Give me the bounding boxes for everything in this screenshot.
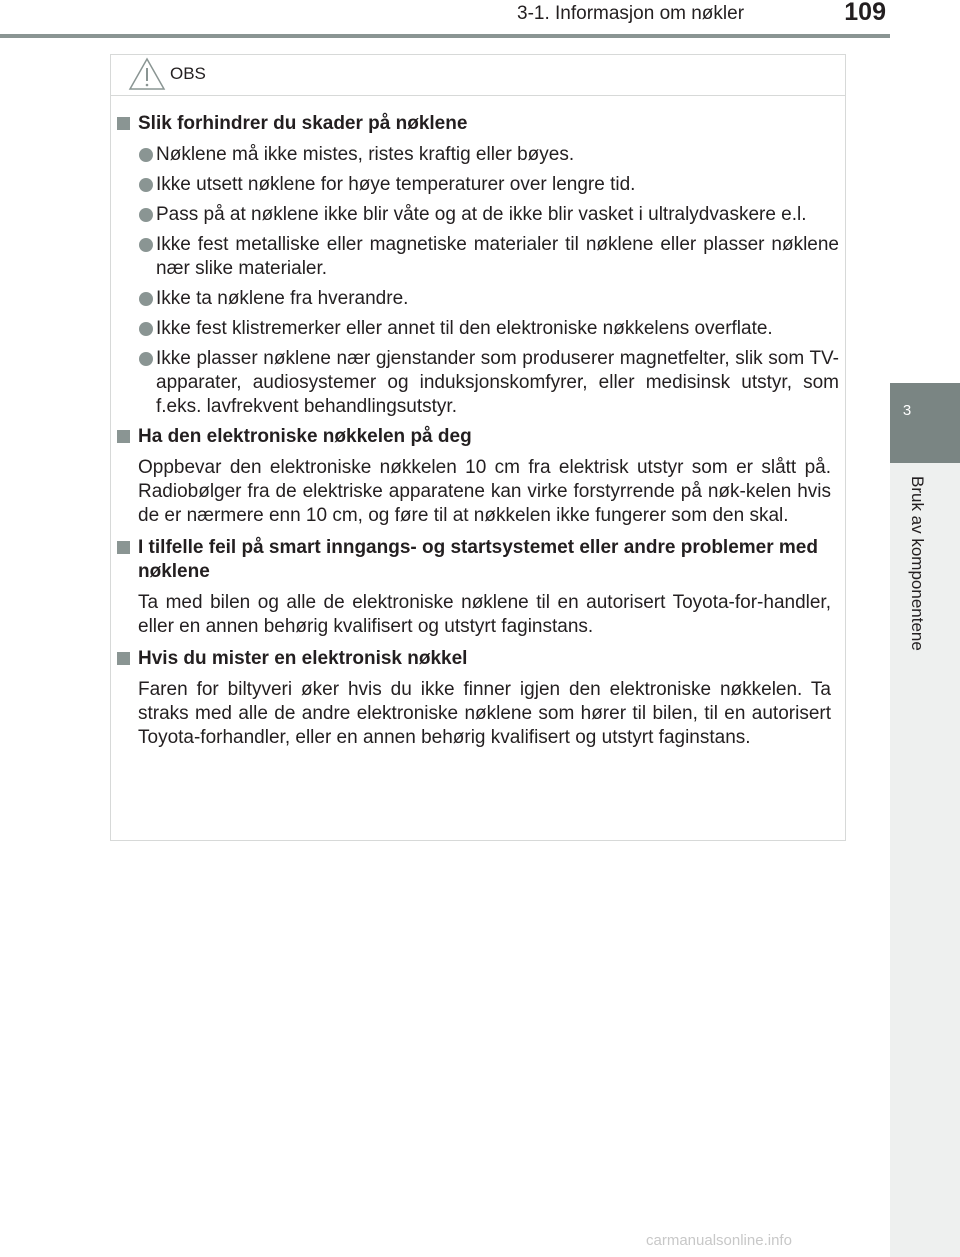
round-bullet-icon xyxy=(139,322,153,336)
page-number: 109 xyxy=(844,0,886,26)
section-paragraph: Ta med bilen og alle de elektroniske nøklene til en autorisert Toyota-for-handler, eller en annen behørig kvalifisert og utstyrt faginstans. xyxy=(138,592,831,637)
list-item xyxy=(117,233,839,281)
list-item xyxy=(117,347,839,419)
list-item xyxy=(117,173,839,197)
round-bullet-icon xyxy=(139,178,153,192)
chapter-number: 3 xyxy=(902,402,912,419)
header-divider xyxy=(0,34,890,38)
section-paragraph: Oppbevar den elektroniske nøkkelen 10 cm fra elektrisk utstyr som er slått på. Radiobølger fra de elektriske apparatene kan virke forstyrrende på nøk-kelen hvis de er nærmere enn 10 cm, og føre til at nøkkelen ikke fungerer som den skal. xyxy=(138,457,831,526)
section-heading-text: Slik forhindrer du skader på nøklene xyxy=(138,113,468,134)
round-bullet-icon xyxy=(139,292,153,306)
watermark: carmanualsonline.info xyxy=(646,1232,792,1249)
round-bullet-icon xyxy=(139,238,153,252)
list-item-text: Ikke fest metalliske eller magnetiske materialer til nøklene eller plasser nøklene nær slike materialer. xyxy=(156,234,839,279)
square-bullet-icon xyxy=(117,117,130,130)
list-item-text: Pass på at nøklene ikke blir våte og at de ikke blir vasket i ultralydvaskere e.l. xyxy=(156,204,807,225)
list-item-text: Ikke plasser nøklene nær gjenstander som produserer magnetfelter, slik som TV-apparater, audiosystemer og induksjonskomfyrer, eller medisinsk utstyr, som f.eks. lavfrekvent behandlingsutstyr. xyxy=(156,348,839,417)
square-bullet-icon xyxy=(117,430,130,443)
list-item-text: Ikke utsett nøklene for høye temperaturer over lengre tid. xyxy=(156,174,636,195)
round-bullet-icon xyxy=(139,352,153,366)
section-heading-text: Hvis du mister en elektronisk nøkkel xyxy=(138,648,468,669)
section-heading xyxy=(117,425,839,449)
list-item-text: Ikke ta nøklene fra hverandre. xyxy=(156,288,409,309)
chapter-title: Bruk av komponentene xyxy=(908,476,927,651)
list-item-text: Ikke fest klistremerker eller annet til den elektroniske nøkkelens overflate. xyxy=(156,318,773,339)
square-bullet-icon xyxy=(117,652,130,665)
square-bullet-icon xyxy=(117,541,130,554)
caution-box xyxy=(110,54,846,841)
section-paragraph: Faren for biltyveri øker hvis du ikke finner igjen den elektroniske nøkkelen. Ta straks med alle de andre elektroniske nøklene som hører til bilen, til en autorisert Toyota-forhandler, eller en annen behørig kvalifisert og utstyrt faginstans. xyxy=(138,679,831,748)
list-item xyxy=(117,143,839,167)
caution-header xyxy=(111,55,845,96)
section-heading-text: I tilfelle feil på smart inngangs- og startsystemet eller andre problemer med nøklene xyxy=(138,537,818,582)
caution-content xyxy=(117,112,839,758)
warning-triangle-icon xyxy=(128,57,166,91)
list-item xyxy=(117,287,839,311)
section-title: 3-1. Informasjon om nøkler xyxy=(517,3,745,24)
list-item xyxy=(117,317,839,341)
section-heading xyxy=(117,536,839,584)
caution-label: OBS xyxy=(170,64,206,83)
list-item-text: Nøklene må ikke mistes, ristes kraftig eller bøyes. xyxy=(156,144,575,165)
list-item xyxy=(117,203,839,227)
section-heading xyxy=(117,647,839,671)
round-bullet-icon xyxy=(139,208,153,222)
section-heading xyxy=(117,112,839,136)
round-bullet-icon xyxy=(139,148,153,162)
chapter-tab xyxy=(890,383,960,463)
section-heading-text: Ha den elektroniske nøkkelen på deg xyxy=(138,426,472,447)
